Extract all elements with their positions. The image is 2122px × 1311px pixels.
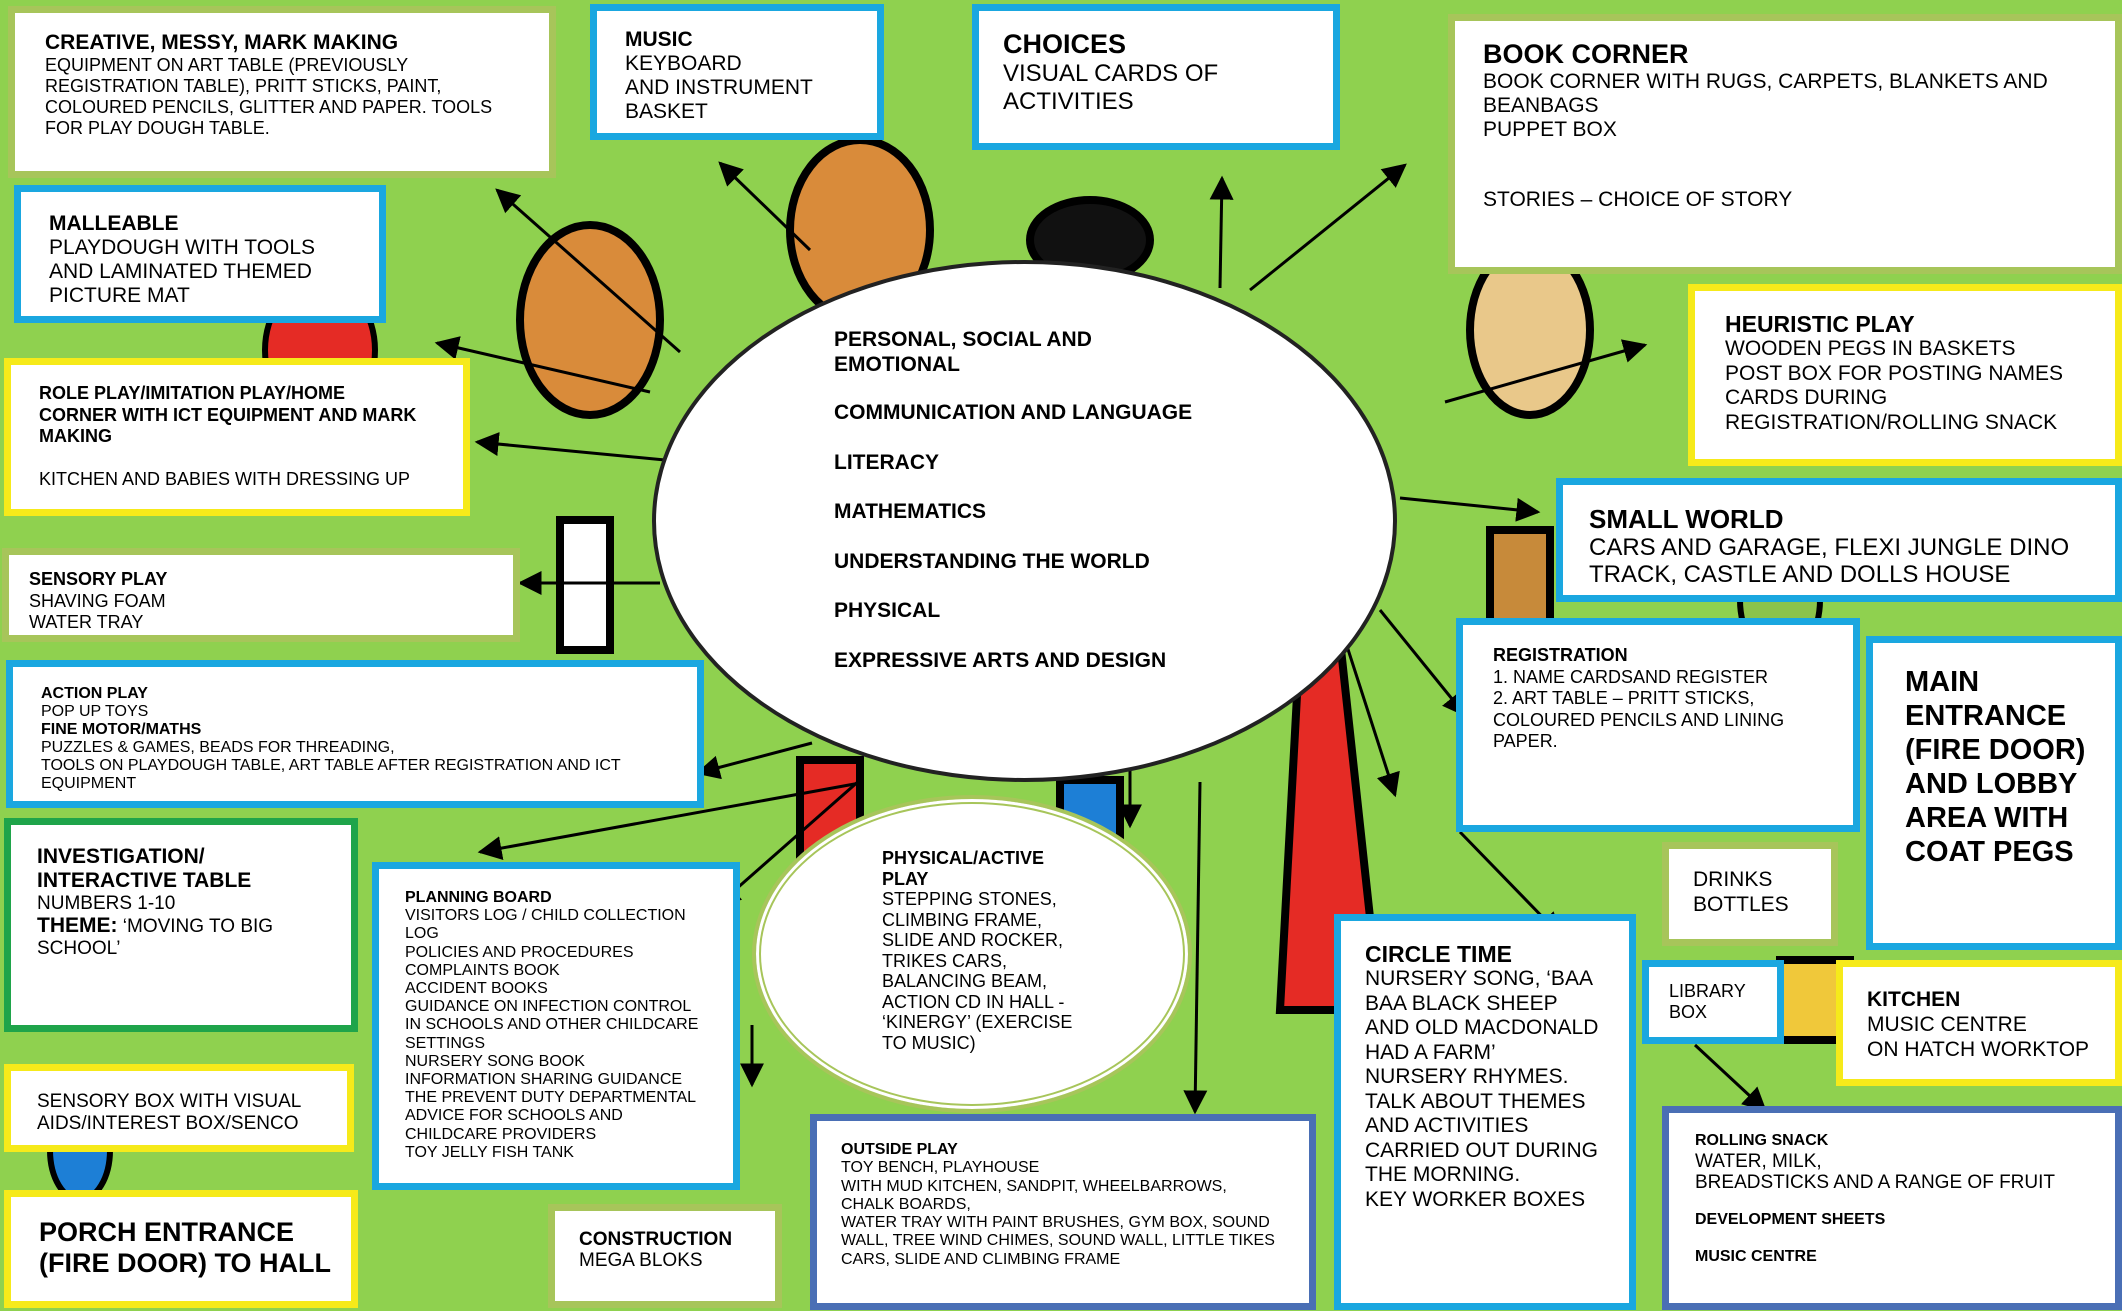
- circle-time-line: KEY WORKER BOXES: [1365, 1187, 1586, 1211]
- planning-line: VISITORS LOG / CHILD COLLECTION: [405, 907, 686, 925]
- planning-line: ADVICE FOR SCHOOLS AND: [405, 1107, 623, 1125]
- circle-time-line: AND ACTIVITIES: [1365, 1114, 1529, 1137]
- book-corner-title: BOOK CORNER: [1483, 39, 1689, 69]
- music-line: AND INSTRUMENT: [625, 76, 813, 99]
- role-play-title-1: ROLE PLAY/IMITATION PLAY/HOME: [39, 383, 346, 403]
- physical-active-line: ‘KINERGY’ (EXERCISE: [882, 1012, 1073, 1032]
- role-play-title-3: MAKING: [39, 426, 112, 446]
- area-mathematics: MATHEMATICS: [834, 500, 987, 523]
- action-play-line: POP UP TOYS: [41, 703, 149, 720]
- area-literacy: LITERACY: [834, 450, 939, 474]
- planning-line: INFORMATION SHARING GUIDANCE: [405, 1071, 683, 1089]
- creative-line: REGISTRATION TABLE), PRITT STICKS, PAINT,: [45, 76, 442, 96]
- main-entrance-line: MAIN: [1905, 666, 1980, 698]
- sensory-box: [4, 1064, 354, 1152]
- planning-line: CHILDCARE PROVIDERS: [405, 1125, 597, 1143]
- drinks-line: DRINKS: [1693, 868, 1773, 891]
- book-corner-box: [1448, 14, 2122, 274]
- physical-active-line: TO MUSIC): [882, 1032, 976, 1053]
- book-corner-line: PUPPET BOX: [1483, 118, 1617, 141]
- kitchen-line: ON HATCH WORKTOP: [1867, 1038, 2090, 1061]
- outside-play-line: TOY BENCH, PLAYHOUSE: [841, 1159, 1040, 1177]
- heuristic-line: POST BOX FOR POSTING NAMES: [1725, 361, 2063, 385]
- development-sheets: DEVELOPMENT SHEETS: [1695, 1211, 1886, 1228]
- construction-title: CONSTRUCTION: [579, 1229, 733, 1250]
- circle-time-line: BAA BLACK SHEEP: [1365, 991, 1558, 1015]
- action-play-line: PUZZLES & GAMES, BEADS FOR THREADING,: [41, 739, 395, 756]
- music-title: MUSIC: [625, 28, 693, 51]
- action-play-title: ACTION PLAY: [41, 685, 148, 702]
- malleable-box: [14, 185, 386, 323]
- planning-line: IN SCHOOLS AND OTHER CHILDCARE: [405, 1016, 699, 1034]
- outside-play-line: WATER TRAY WITH PAINT BRUSHES, GYM BOX, SOUND: [841, 1214, 1270, 1232]
- circle-time-line: AND OLD MACDONALD: [1365, 1016, 1599, 1039]
- registration-title: REGISTRATION: [1493, 645, 1628, 665]
- heuristic-line: WOODEN PEGS IN BASKETS: [1725, 337, 2016, 360]
- investigation-box: [4, 818, 358, 1032]
- outside-play-line: WALL, TREE WIND CHIMES, SOUND WALL, LITTLE TIKES: [841, 1232, 1275, 1250]
- heuristic-title: HEURISTIC PLAY: [1725, 311, 1915, 337]
- choices-line: VISUAL CARDS OF: [1003, 60, 1219, 87]
- music-line: BASKET: [625, 100, 708, 123]
- role-play-title-2: CORNER WITH ICT EQUIPMENT AND MARK: [39, 404, 417, 425]
- circle-time-line: NURSERY SONG, ‘BAA: [1365, 967, 1593, 990]
- area-expressive-arts: EXPRESSIVE ARTS AND DESIGN: [834, 648, 1167, 672]
- sensory-play-line: SHAVING FOAM: [29, 590, 166, 611]
- area-understanding-world: UNDERSTANDING THE WORLD: [834, 549, 1150, 573]
- rolling-snack-line: WATER, MILK,: [1695, 1151, 1822, 1172]
- area-psed-1: PERSONAL, SOCIAL AND: [834, 328, 1092, 351]
- porch-line: PORCH ENTRANCE: [39, 1217, 295, 1247]
- circle-time-line: TALK ABOUT THEMES: [1365, 1089, 1586, 1113]
- physical-active-text: [882, 848, 1072, 1053]
- outside-play-line: CHALK BOARDS,: [841, 1195, 971, 1213]
- action-play-line: EQUIPMENT: [41, 775, 137, 792]
- registration-line: COLOURED PENCILS AND LINING: [1493, 709, 1785, 730]
- planning-line: NURSERY SONG BOOK: [405, 1052, 585, 1070]
- planning-line: THE PREVENT DUTY DEPARTMENTAL: [405, 1089, 697, 1107]
- circle-time-box: [1334, 914, 1636, 1310]
- outside-play-box: [810, 1114, 1316, 1310]
- physical-active-line: BALANCING BEAM,: [882, 971, 1048, 991]
- theme-value-cont: SCHOOL’: [37, 938, 121, 959]
- small-world-line: TRACK, CASTLE AND DOLLS HOUSE: [1589, 561, 2011, 588]
- sensory-box-line: AIDS/INTEREST BOX/SENCO: [37, 1113, 299, 1134]
- music-line: KEYBOARD: [625, 52, 742, 75]
- creative-title: CREATIVE, MESSY, MARK MAKING: [45, 31, 399, 54]
- planning-line: GUIDANCE ON INFECTION CONTROL: [405, 998, 692, 1016]
- area-communication: COMMUNICATION AND LANGUAGE: [834, 401, 1193, 424]
- heuristic-line: CARDS DURING: [1725, 386, 1888, 409]
- porch-line: (FIRE DOOR) TO HALL: [39, 1248, 331, 1278]
- physical-active-title-1: PHYSICAL/ACTIVE: [882, 848, 1045, 868]
- library-box: [1642, 960, 1784, 1044]
- action-play-box: [6, 660, 704, 808]
- music-box: [590, 4, 884, 140]
- planning-line: LOG: [405, 925, 439, 943]
- drinks-box: [1662, 842, 1838, 946]
- music-centre: MUSIC CENTRE: [1695, 1248, 1817, 1265]
- choices-box: [972, 4, 1340, 150]
- choices-line: ACTIVITIES: [1003, 88, 1134, 115]
- malleable-title: MALLEABLE: [49, 212, 179, 235]
- circle-time-line: THE MORNING.: [1365, 1163, 1521, 1186]
- library-line: LIBRARY: [1669, 981, 1746, 1001]
- circle-time-title: CIRCLE TIME: [1365, 941, 1512, 967]
- investigation-title-2: INTERACTIVE TABLE: [37, 869, 252, 892]
- circle-time-line: CARRIED OUT DURING: [1365, 1138, 1598, 1162]
- book-corner-line: BEANBAGS: [1483, 94, 1599, 117]
- planning-line: POLICIES AND PROCEDURES: [405, 943, 634, 961]
- theme-label: THEME:: [37, 914, 118, 937]
- sensory-play-box: [2, 548, 520, 642]
- main-entrance-line: AREA WITH: [1905, 802, 2069, 834]
- outside-play-line: WITH MUD KITCHEN, SANDPIT, WHEELBARROWS,: [841, 1177, 1227, 1195]
- construction-box: [548, 1204, 782, 1308]
- planning-line: ACCIDENT BOOKS: [405, 980, 548, 998]
- physical-active-line: ACTION CD IN HALL -: [882, 991, 1065, 1012]
- kitchen-line: MUSIC CENTRE: [1867, 1013, 2027, 1036]
- porch-entrance-box: [4, 1190, 358, 1308]
- fine-motor-title: FINE MOTOR/MATHS: [41, 721, 202, 738]
- outside-play-line: CARS, SLIDE AND CLIMBING FRAME: [841, 1250, 1121, 1268]
- small-world-line: CARS AND GARAGE, FLEXI JUNGLE DINO: [1589, 534, 2070, 561]
- registration-line: 1. NAME CARDSAND REGISTER: [1493, 666, 1769, 687]
- theme-value: ‘MOVING TO BIG: [117, 916, 274, 937]
- sensory-play-title: SENSORY PLAY: [29, 569, 168, 589]
- planning-title: PLANNING BOARD: [405, 889, 552, 906]
- sensory-box-line: SENSORY BOX WITH VISUAL: [37, 1091, 302, 1112]
- kitchen-box: [1836, 960, 2122, 1086]
- planning-line: SETTINGS: [405, 1034, 486, 1052]
- library-line: BOX: [1669, 1002, 1708, 1022]
- area-psed-2: EMOTIONAL: [834, 352, 960, 376]
- role-play-box: [4, 358, 470, 516]
- physical-active-line: STEPPING STONES,: [882, 889, 1057, 909]
- main-entrance-line: ENTRANCE: [1905, 700, 2067, 732]
- heuristic-line: REGISTRATION/ROLLING SNACK: [1725, 410, 2058, 434]
- registration-line: 2. ART TABLE – PRITT STICKS,: [1493, 688, 1755, 708]
- investigation-title-1: INVESTIGATION/: [37, 845, 205, 868]
- learning-areas-list: [834, 328, 1192, 673]
- book-corner-line: BOOK CORNER WITH RUGS, CARPETS, BLANKETS AND: [1483, 70, 2048, 93]
- physical-active-title-2: PLAY: [882, 868, 929, 889]
- registration-line: PAPER.: [1493, 731, 1558, 751]
- malleable-line: AND LAMINATED THEMED: [49, 260, 312, 283]
- rolling-snack-box: [1662, 1106, 2122, 1310]
- small-world-title: SMALL WORLD: [1589, 504, 1784, 534]
- malleable-line: PICTURE MAT: [49, 284, 190, 307]
- rolling-snack-line: BREADSTICKS AND A RANGE OF FRUIT: [1695, 1172, 2056, 1193]
- rolling-snack-title: ROLLING SNACK: [1695, 1132, 1829, 1149]
- main-entrance-line: COAT PEGS: [1905, 836, 2074, 868]
- circle-time-line: NURSERY RHYMES.: [1365, 1065, 1569, 1088]
- action-play-line: TOOLS ON PLAYDOUGH TABLE, ART TABLE AFTER REGISTRATION AND ICT: [41, 757, 621, 774]
- construction-line: MEGA BLOKS: [579, 1250, 703, 1271]
- main-entrance-line: AND LOBBY: [1905, 768, 2078, 800]
- role-play-kitchen: KITCHEN AND BABIES WITH DRESSING UP: [39, 468, 411, 489]
- heuristic-box: [1688, 284, 2122, 466]
- circle-time-line: HAD A FARM’: [1365, 1040, 1496, 1064]
- planning-board-box: [372, 862, 740, 1190]
- main-entrance-line: (FIRE DOOR): [1905, 734, 2086, 766]
- creative-line: COLOURED PENCILS, GLITTER AND PAPER. TOOLS: [45, 97, 493, 117]
- small-world-box: [1556, 478, 2122, 602]
- registration-box: [1456, 618, 1860, 832]
- creative-line: EQUIPMENT ON ART TABLE (PREVIOUSLY: [45, 55, 409, 75]
- choices-title: CHOICES: [1003, 29, 1127, 59]
- kitchen-title: KITCHEN: [1867, 988, 1961, 1011]
- planning-line: TOY JELLY FISH TANK: [405, 1143, 574, 1161]
- main-entrance-box: [1866, 636, 2122, 950]
- physical-active-line: CLIMBING FRAME,: [882, 909, 1043, 930]
- malleable-line: PLAYDOUGH WITH TOOLS: [49, 236, 316, 259]
- creative-line: FOR PLAY DOUGH TABLE.: [45, 118, 270, 138]
- planning-line: COMPLAINTS BOOK: [405, 961, 560, 979]
- physical-active-line: SLIDE AND ROCKER,: [882, 930, 1064, 950]
- area-physical: PHYSICAL: [834, 599, 941, 622]
- outside-play-title: OUTSIDE PLAY: [841, 1141, 958, 1158]
- sensory-play-line: WATER TRAY: [29, 612, 144, 632]
- physical-active-line: TRIKES CARS,: [882, 950, 1008, 971]
- drinks-line: BOTTLES: [1693, 893, 1789, 916]
- investigation-numbers: NUMBERS 1-10: [37, 893, 176, 914]
- creative-box: [8, 6, 556, 178]
- book-corner-stories: STORIES – CHOICE OF STORY: [1483, 188, 1793, 211]
